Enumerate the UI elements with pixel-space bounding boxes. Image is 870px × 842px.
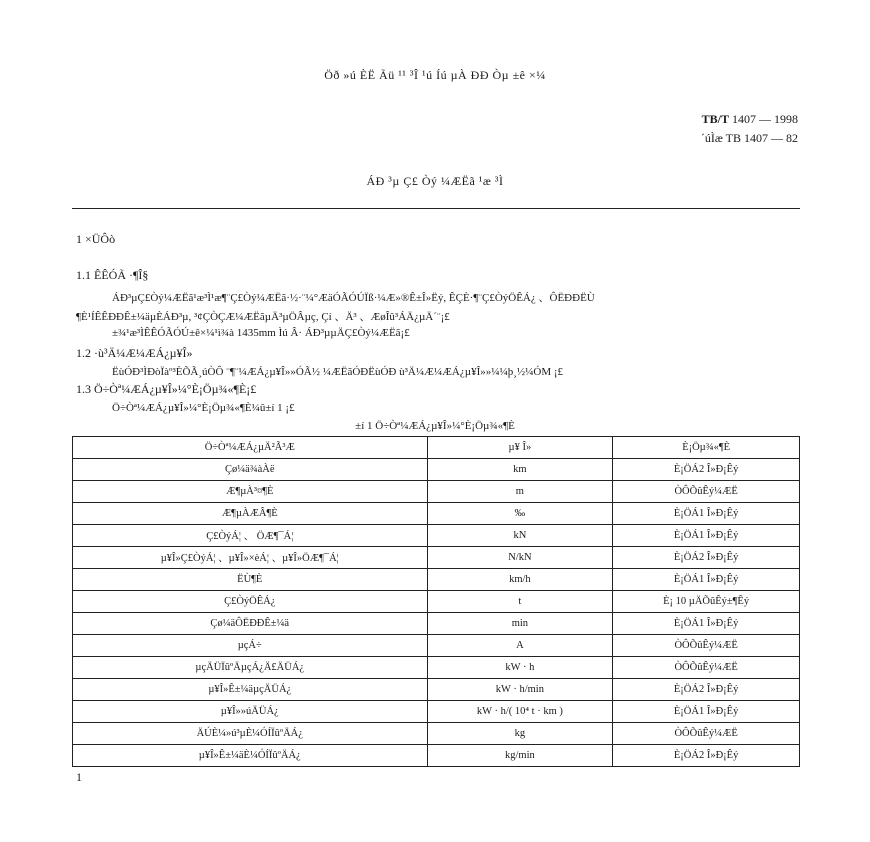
- cell-unit: N/kN: [427, 547, 613, 569]
- cell-quantity: µ¥Î»Ê±¼äÈ¼ÓÍÏûºÄÁ¿: [73, 745, 428, 767]
- cell-precision: È¡ÖÁ1 Î»Ð¡Êý: [613, 569, 800, 591]
- cell-quantity: Çø¼ä¾àÀë: [73, 459, 428, 481]
- standard-year: 1407 — 1998: [732, 112, 798, 126]
- cell-unit: ‰: [427, 503, 613, 525]
- table-row: [73, 635, 800, 657]
- cell-quantity: µçÄÜÏûºÄµçÁ¿Ä£ÄÜÁ¿: [73, 657, 428, 679]
- replaces-standard: ´úÌæ TB 1407 — 82: [700, 131, 798, 145]
- section-1-1-paragraph-3: ±¾¹æ³ÌÊÊÓÃÓÚ±ê×¼¹ì¾à 1435mm Ìú Â· ÁÐ³µµÄÇ£Òý¼ÆËã¡£: [112, 327, 410, 339]
- table-row: [73, 701, 800, 723]
- units-table: [72, 436, 800, 767]
- table-row: [73, 745, 800, 767]
- section-1-3-paragraph-1: Ö÷Òª¼ÆÁ¿µ¥Î»¼°È¡Öµ¾«¶È¼û±í 1 ¡£: [112, 402, 295, 414]
- cell-precision: È¡ÖÁ1 Î»Ð¡Êý: [613, 525, 800, 547]
- cell-quantity: Ç£ÒýÁ¦ 、 ÖÆ¶¯Á¦: [73, 525, 428, 547]
- cell-unit: kW · h/min: [427, 679, 613, 701]
- table-row: [73, 503, 800, 525]
- cell-unit: kg: [427, 723, 613, 745]
- cell-quantity: µçÁ÷: [73, 635, 428, 657]
- table-caption: ±í 1 Ö÷Òª¼ÆÁ¿µ¥Î»¼°È¡Öµ¾«¶È: [355, 420, 515, 432]
- section-1-1-paragraph-1: ÁÐ³µÇ£Òý¼ÆËã¹æ³Ì¹æ¶¨Ç£Òý¼ÆËã·½·¨¼°ÆäÓÃÓÚÏß·¼Æ»®Ê±Î»Ëý, ÊÇÈ·¶¨Ç£ÒýÖÊÁ¿ 、ÔËÐÐËÙ: [112, 292, 595, 304]
- cell-precision: È¡ÖÁ2 Î»Ð¡Êý: [613, 547, 800, 569]
- column-header-quantity: Ö÷Òª¼ÆÁ¿µÄ²Ã³Æ: [73, 437, 428, 459]
- cell-quantity: ËÙ¶È: [73, 569, 428, 591]
- table-row: [73, 591, 800, 613]
- cell-precision: È¡ÖÁ1 Î»Ð¡Êý: [613, 503, 800, 525]
- cell-precision: ÒÔÕûÊý¼ÆË: [613, 481, 800, 503]
- cell-unit: A: [427, 635, 613, 657]
- cell-precision: È¡ÖÁ2 Î»Ð¡Êý: [613, 459, 800, 481]
- cell-quantity: µ¥Î»Ê±¼äµçÄÜÁ¿: [73, 679, 428, 701]
- standard-number: [702, 112, 798, 127]
- section-1-3-heading: 1.3 Ö÷Òª¼ÆÁ¿µ¥Î»¼°È¡Öµ¾«¶È¡£: [76, 382, 257, 396]
- cell-unit: kN: [427, 525, 613, 547]
- table-row: [73, 569, 800, 591]
- cell-precision: ÒÔÕûÊý¼ÆË: [613, 635, 800, 657]
- cell-precision: È¡ 10 µÄÕûÊý±¶Êý: [613, 591, 800, 613]
- cell-unit: kg/min: [427, 745, 613, 767]
- cell-quantity: ÄÚÈ¼»ú³µÈ¼ÓÍÏûºÄÁ¿: [73, 723, 428, 745]
- header-divider: [72, 208, 800, 209]
- table-row: [73, 657, 800, 679]
- cell-precision: ÒÔÕûÊý¼ÆË: [613, 723, 800, 745]
- table-row: [73, 481, 800, 503]
- page-number: 1: [76, 770, 82, 784]
- cell-quantity: Æ¶µÀ³¤¶È: [73, 481, 428, 503]
- cell-unit: km: [427, 459, 613, 481]
- cell-precision: È¡ÖÁ2 Î»Ð¡Êý: [613, 679, 800, 701]
- cell-unit: kW · h/( 10⁴ t · km ): [427, 701, 613, 723]
- cell-unit: min: [427, 613, 613, 635]
- cell-unit: kW · h: [427, 657, 613, 679]
- section-1-2-paragraph-1: ËùÓÐ³ÌÐòÏàº³ÈÕÃ¸úÒÔ ¨¶¨¼ÆÁ¿µ¥Î»»ÓÃ½ ¼ÆËãÓÐËùÓÐ ù³Ä¼Æ¼ÆÁ¿µ¥Î»»¼¼þ¸½¼ÓM ¡£: [112, 366, 564, 378]
- section-1-2-heading: 1.2 ·ù³Ä¼Æ¼ÆÁ¿µ¥Î»: [76, 346, 193, 360]
- table-row: [73, 613, 800, 635]
- table-row: [73, 679, 800, 701]
- cell-quantity: Ç£ÒýÖÊÁ¿: [73, 591, 428, 613]
- cell-precision: ÒÔÕûÊý¼ÆË: [613, 657, 800, 679]
- section-1-heading: 1 ×ÜÔò: [76, 232, 116, 246]
- document-title: Öð »ú ÈË Ãü ¹¹ ³Î ¹ú Íú µÀ ÐÐ Òµ ±ê ×¼: [324, 68, 546, 82]
- cell-quantity: Çø¼äÔËÐÐÊ±¼ä: [73, 613, 428, 635]
- cell-unit: km/h: [427, 569, 613, 591]
- table-row: [73, 459, 800, 481]
- document-subtitle: ÁÐ ³µ Ç£ Òý ¼ÆËã ¹æ ³Ì: [366, 174, 504, 188]
- cell-precision: È¡ÖÁ1 Î»Ð¡Êý: [613, 701, 800, 723]
- column-header-precision: È¡Öµ¾«¶È: [613, 437, 800, 459]
- standard-code: TB/T: [701, 112, 729, 126]
- table-header-row: [73, 437, 800, 459]
- table-row: [73, 723, 800, 745]
- column-header-unit: µ¥ Î»: [427, 437, 613, 459]
- cell-precision: È¡ÖÁ2 Î»Ð¡Êý: [613, 745, 800, 767]
- cell-precision: È¡ÖÁ1 Î»Ð¡Êý: [613, 613, 800, 635]
- section-1-1-heading: 1.1 ÊÊÓÃ ·¶Î§: [76, 268, 149, 282]
- section-1-1-paragraph-2: ¶È¹ÍÊÊÐÐÊ±¼äµÈÁÐ³µ, ³¢ÇÒÇÆ¼ÆËãµÄ³µÖÂµç, Çí 、Ä³ 、ÆøÎû³ÁÄ¿µÄ´¨¡£: [76, 311, 450, 323]
- cell-unit: m: [427, 481, 613, 503]
- cell-quantity: µ¥Î»Ç£ÒýÁ¦ 、µ¥Î»×èÁ¦ 、µ¥Î»ÖÆ¶¯Á¦: [73, 547, 428, 569]
- table-row: [73, 525, 800, 547]
- cell-unit: t: [427, 591, 613, 613]
- table-row: [73, 547, 800, 569]
- cell-quantity: µ¥Î»»úÄÜÁ¿: [73, 701, 428, 723]
- cell-quantity: Æ¶µÀÆÂ¶È: [73, 503, 428, 525]
